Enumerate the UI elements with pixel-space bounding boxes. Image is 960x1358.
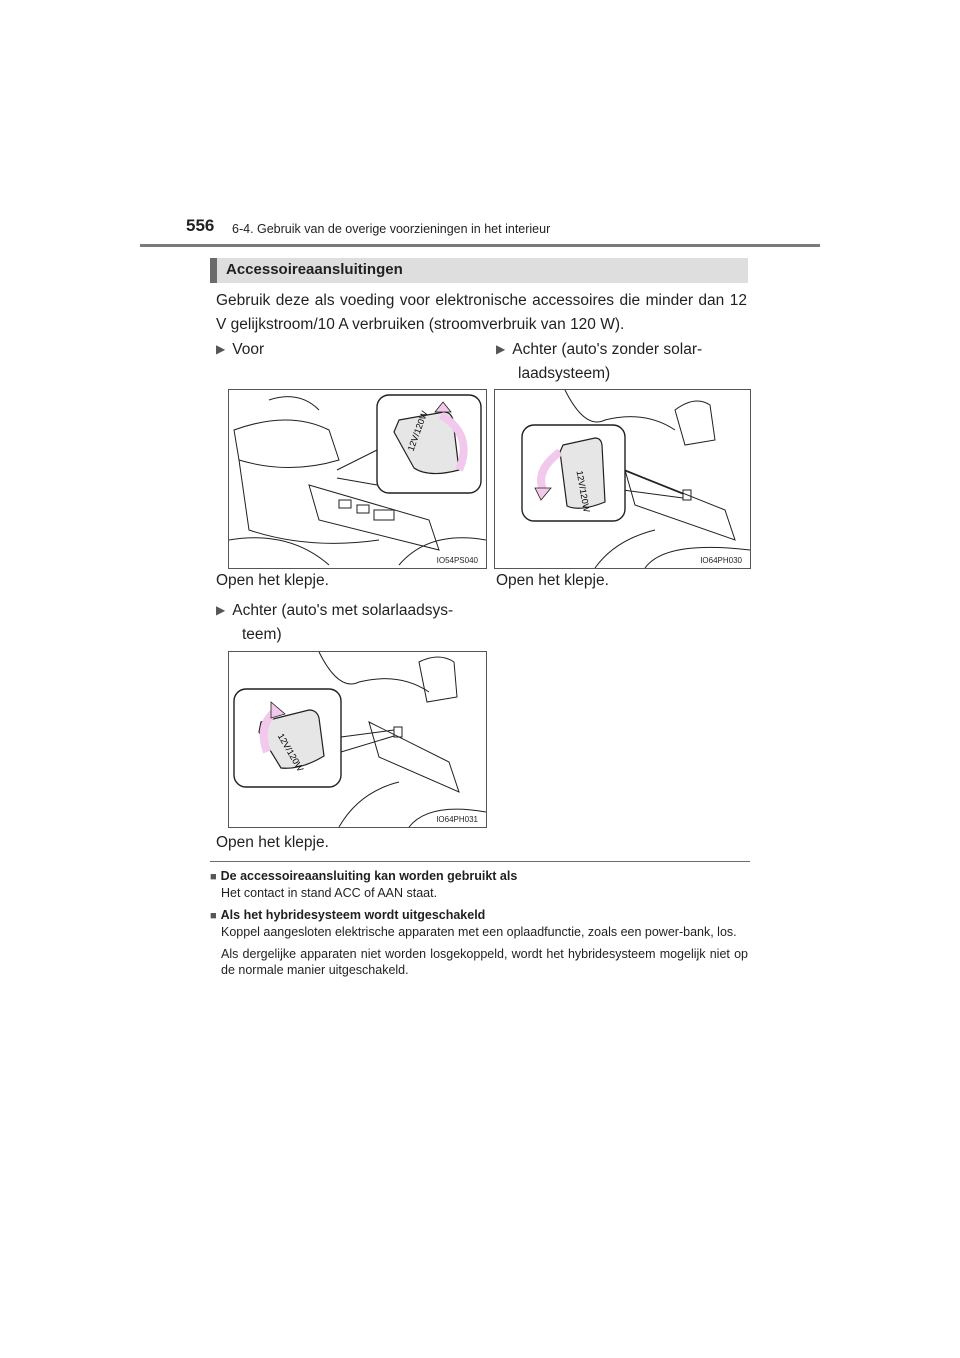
caption-front: Open het klepje. <box>216 572 329 589</box>
bullet-rear-solar <box>216 599 453 647</box>
bullet-arrow-icon: ▶ <box>216 342 226 356</box>
figure-code: IO64PH031 <box>436 815 478 824</box>
note-title-1 <box>210 869 748 883</box>
bullet-arrow-icon: ▶ <box>216 603 226 617</box>
bullet-rear-no-solar <box>496 338 702 386</box>
leader-line-2 <box>341 736 394 752</box>
switch-3 <box>374 510 394 520</box>
seat-line-a <box>565 390 675 430</box>
floor-line <box>595 530 655 568</box>
rear-console-illustration <box>495 390 750 568</box>
leader-line <box>623 470 683 494</box>
figure-rear-solar <box>228 651 487 828</box>
bullet-front <box>216 338 264 362</box>
bullet-front-label: Voor <box>232 341 265 358</box>
leader-line-2 <box>337 478 377 485</box>
figure-front <box>228 389 487 569</box>
intro-paragraph: Gebruik deze als voeding voor elektronische accessoires die minder dan 12 V gelijkstroom/10 A verbruiken (stroomverbruik van 120 W). <box>216 292 747 333</box>
note-title-2-text: Als het hybridesysteem wordt uitgeschakeld <box>220 908 486 922</box>
caption-rear-solar: Open het klepje. <box>216 834 329 851</box>
bullet-rear-no-solar-label-2: laadsysteem) <box>518 365 611 382</box>
note-square-icon: ■ <box>210 871 217 883</box>
note-square-icon: ■ <box>210 910 217 922</box>
leader-line <box>341 730 394 737</box>
caption-rear-no-solar: Open het klepje. <box>496 572 609 589</box>
seat-line-a <box>319 652 429 692</box>
front-console-illustration <box>229 390 486 568</box>
notes-rule <box>210 861 750 862</box>
note-text-2b: Als dergelijke apparaten niet worden losgekoppeld, wordt het hybridesysteem mogelijk niet op de normale manier uitgeschakeld. <box>221 947 748 977</box>
front-lid-text: 12V/120W <box>405 409 430 453</box>
note-title-2 <box>210 908 748 922</box>
rear-solar-illustration <box>229 652 486 827</box>
note-text-1: Het contact in stand ACC of AAN staat. <box>221 886 438 900</box>
section-heading: Accessoireaansluitingen <box>226 261 403 278</box>
section-title: 6-4. Gebruik van de overige voorzieningen in het interieur <box>232 222 551 236</box>
rear-lid-text: 12V/120W <box>574 469 592 513</box>
note-title-1-text: De accessoireaansluiting kan worden gebruikt als <box>220 869 518 883</box>
bullet-rear-solar-label-2: teem) <box>242 626 282 643</box>
note-text-2a: Koppel aangesloten elektrische apparaten met een oplaadfunctie, zoals een power-bank, los. <box>221 925 737 939</box>
seat-line-1 <box>229 538 329 565</box>
rear-console <box>369 722 459 792</box>
headrest <box>675 401 715 445</box>
figure-code: IO54PS040 <box>436 556 478 565</box>
heading-marker <box>210 258 217 283</box>
solar-lid-text: 12V/120W <box>275 731 306 774</box>
page-number: 556 <box>186 216 215 235</box>
armrest-outline <box>234 420 339 468</box>
figure-rear-no-solar <box>494 389 751 569</box>
header-rule <box>140 244 820 247</box>
figure-code: IO64PH030 <box>700 556 742 565</box>
section-heading-bar <box>210 258 748 283</box>
bullet-rear-no-solar-label-1: Achter (auto's zonder solar- <box>512 341 703 358</box>
notes-block <box>210 869 748 978</box>
rear-console <box>625 470 735 540</box>
switch-1 <box>339 500 351 508</box>
leader-line <box>337 450 377 470</box>
floor-line <box>339 782 399 827</box>
console-side <box>239 460 379 543</box>
headrest <box>419 657 457 702</box>
seat-back-line <box>269 397 319 410</box>
switch-2 <box>357 505 369 513</box>
bullet-arrow-icon: ▶ <box>496 342 506 356</box>
bullet-rear-solar-label-1: Achter (auto's met solarlaadsys- <box>232 602 454 619</box>
